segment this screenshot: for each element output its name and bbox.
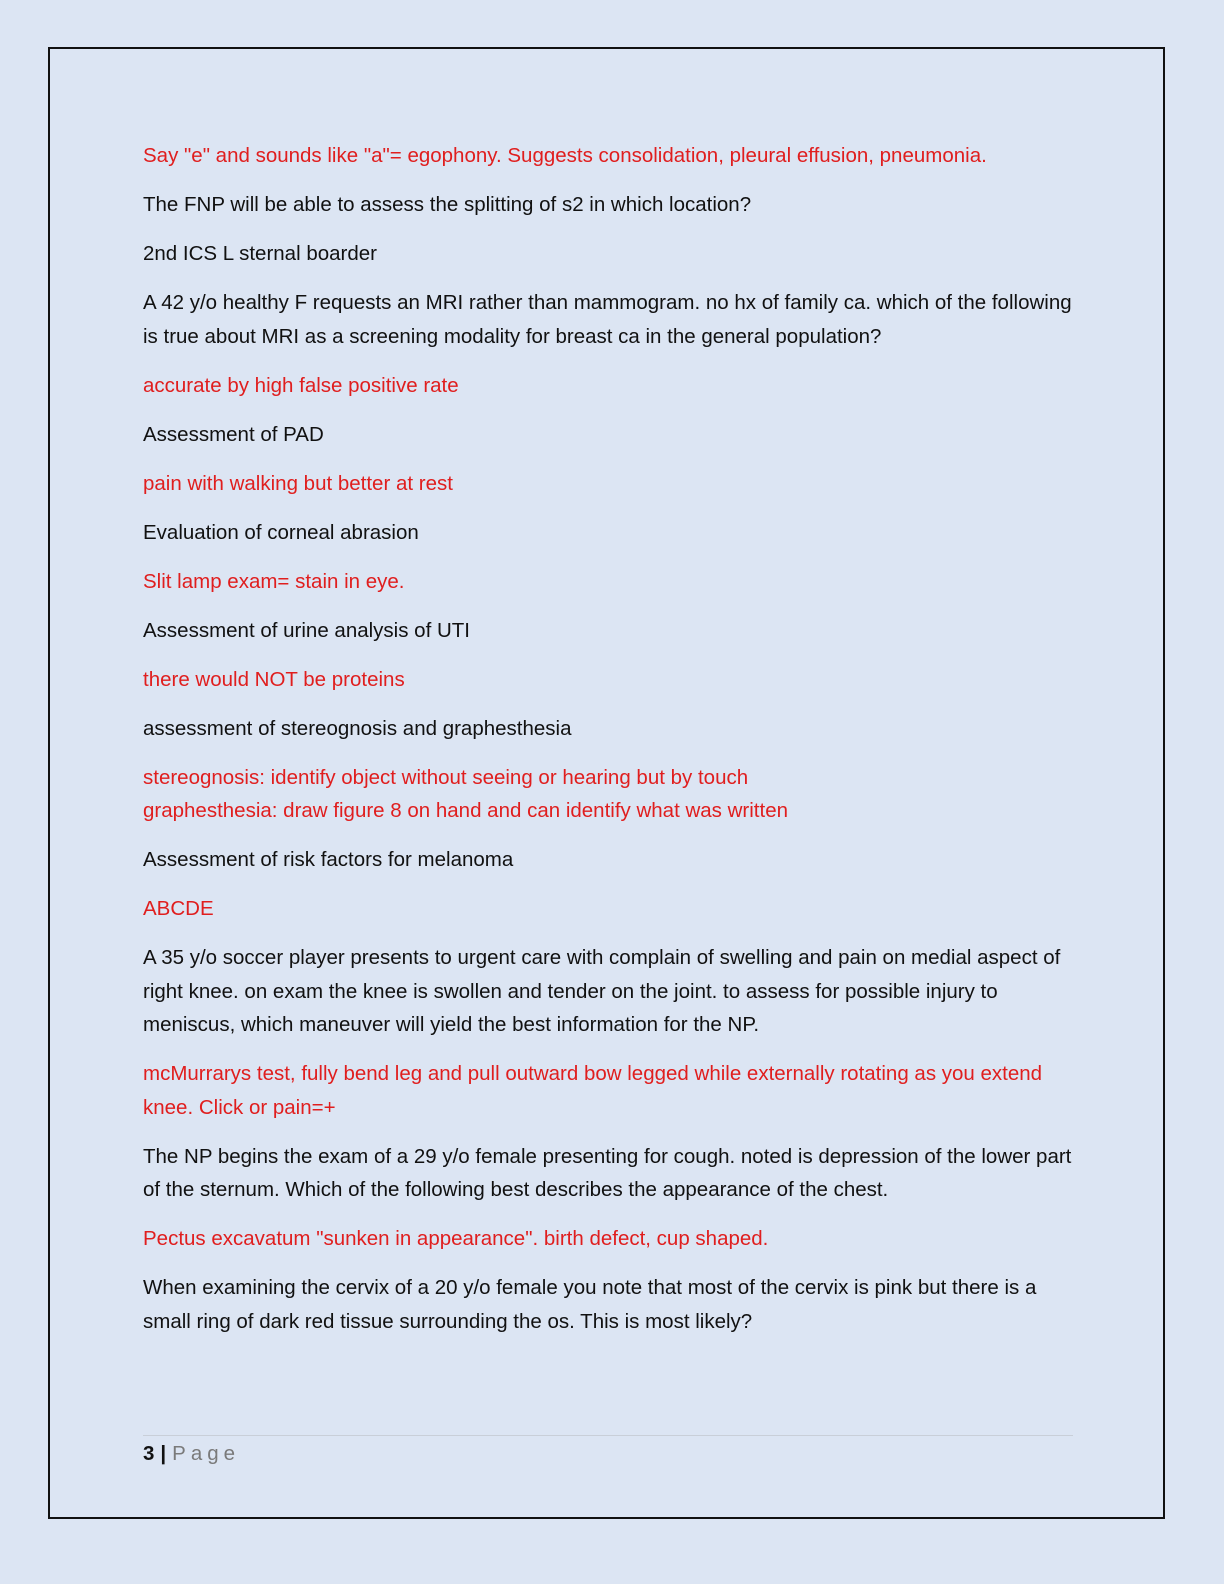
question-paragraph: Assessment of PAD [143, 422, 324, 446]
question-paragraph: When examining the cervix of a 20 y/o female you note that most of the cervix is pink but there is a small ring of dark red tissue surrounding the os. This is most likely? [143, 1276, 1037, 1333]
answer-paragraph: Say "e" and sounds like "a"= egophony. Suggests consolidation, pleural effusion, pneumonia. [143, 144, 987, 167]
page-label: Page [172, 1442, 241, 1465]
answer-paragraph: mcMurrarys test, fully bend leg and pull outward bow legged while externally rotating as you extend knee. Click or pain=+ [143, 1062, 1043, 1119]
answer-paragraph: there would NOT be proteins [143, 667, 405, 691]
document-body [143, 139, 1078, 1354]
question-paragraph: The NP begins the exam of a 29 y/o female presenting for cough. noted is depression of the lower part of the sternum. Which of the following best describes the appearance of the chest. [143, 1144, 1072, 1201]
answer-paragraph: Pectus excavatum "sunken in appearance". birth defect, cup shaped. [143, 1227, 769, 1250]
answer-paragraph: stereognosis: identify object without seeing or hearing but by touch graphesthesia: draw figure 8 on hand and can identify what was written [143, 765, 788, 822]
answer-paragraph: ABCDE [143, 897, 214, 920]
question-paragraph: A 35 y/o soccer player presents to urgent care with complain of swelling and pain on medial aspect of right knee. on exam the knee is swollen and tender on the joint. to assess for possible injury to meniscus, which maneuver will yield the best information for the NP. [143, 946, 1061, 1036]
question-paragraph: A 42 y/o healthy F requests an MRI rather than mammogram. no hx of family ca. which of the following is true about MRI as a screening modality for breast ca in the general population? [143, 291, 1072, 348]
question-paragraph: Assessment of risk factors for melanoma [143, 848, 514, 871]
footer-divider [143, 1435, 1073, 1436]
question-paragraph: Assessment of urine analysis of UTI [143, 618, 470, 642]
answer-paragraph: Slit lamp exam= stain in eye. [143, 569, 405, 593]
footer-separator: | [160, 1442, 167, 1465]
answer-paragraph: pain with walking but better at rest [143, 471, 453, 495]
page-number: 3 [143, 1442, 155, 1465]
question-paragraph: The FNP will be able to assess the splitting of s2 in which location? [143, 193, 752, 216]
answer-paragraph: accurate by high false positive rate [143, 373, 459, 397]
question-paragraph: assessment of stereognosis and graphesthesia [143, 716, 572, 740]
answer-paragraph: 2nd ICS L sternal boarder [143, 242, 377, 265]
question-paragraph: Evaluation of corneal abrasion [143, 520, 419, 544]
page-footer [143, 1440, 240, 1468]
